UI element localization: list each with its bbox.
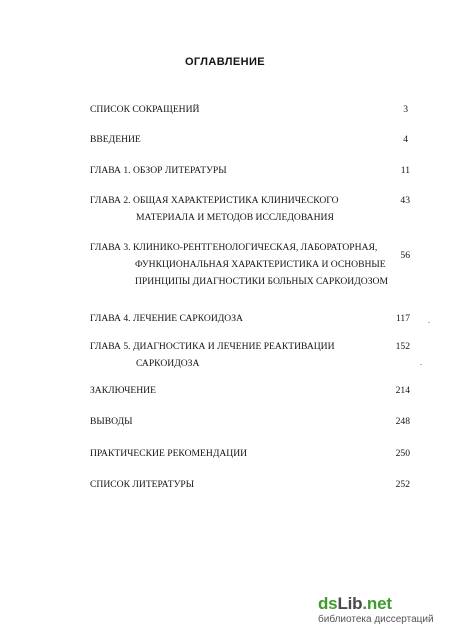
toc-entry-findings	[90, 413, 410, 430]
toc-entry-recommendations	[90, 445, 410, 462]
toc-entry-label: ГЛАВА 2. ОБЩАЯ ХАРАКТЕРИСТИКА КЛИНИЧЕСКОГО	[90, 195, 339, 206]
toc-entry-label: ЗАКЛЮЧЕНИЕ	[90, 385, 156, 396]
toc-entry-label: ВВЕДЕНИЕ	[90, 134, 141, 145]
scan-speck	[420, 364, 422, 365]
toc-entry-introduction	[90, 131, 410, 148]
toc-entry-label: ГЛАВА 3. КЛИНИКО-РЕНТГЕНОЛОГИЧЕСКАЯ, ЛАБОРАТОРНАЯ,	[90, 242, 378, 253]
toc-entry-abbreviations	[90, 101, 410, 118]
toc-entry-chapter-2	[90, 192, 410, 226]
page-title: ОГЛАВЛЕНИЕ	[184, 56, 266, 68]
toc-page-number: 152	[395, 341, 410, 352]
toc-entry-label: ГЛАВА 4. ЛЕЧЕНИЕ САРКОИДОЗА	[90, 313, 243, 324]
toc-entry-label-continued: САРКОИДОЗА	[136, 358, 200, 369]
toc-entry-chapter-5	[90, 338, 410, 372]
toc-entry-conclusion	[90, 382, 410, 399]
toc-entry-label-continued: ФУНКЦИОНАЛЬНАЯ ХАРАКТЕРИСТИКА И ОСНОВНЫЕ	[135, 259, 386, 270]
toc-page-number: 117	[395, 313, 410, 324]
toc-entry-chapter-3	[90, 239, 410, 290]
scan-speck	[428, 322, 430, 323]
toc-page-number: 214	[395, 385, 410, 396]
toc-page-number: 11	[400, 165, 410, 176]
toc-entry-label: ПРАКТИЧЕСКИЕ РЕКОМЕНДАЦИИ	[90, 448, 248, 459]
toc-page-number: 250	[395, 448, 410, 459]
toc-page-number: 43	[400, 195, 410, 206]
toc-entry-label-continued: ПРИНЦИПЫ ДИАГНОСТИКИ БОЛЬНЫХ САРКОИДОЗОМ	[135, 276, 388, 287]
toc-entry-label: ВЫВОДЫ	[90, 416, 133, 427]
toc-page-number: 4	[403, 134, 408, 145]
toc-entry-bibliography	[90, 476, 410, 493]
watermark-logo: dsLib.net	[318, 594, 392, 613]
toc-entry-label: ГЛАВА 5. ДИАГНОСТИКА И ЛЕЧЕНИЕ РЕАКТИВАЦИИ	[90, 341, 335, 352]
toc-page-number: 56	[400, 250, 410, 261]
toc-entry-label: ГЛАВА 1. ОБЗОР ЛИТЕРАТУРЫ	[90, 165, 227, 176]
toc-entry-label: СПИСОК ЛИТЕРАТУРЫ	[90, 479, 195, 490]
toc-entry-label: СПИСОК СОКРАЩЕНИЙ	[90, 104, 200, 115]
toc-entry-label-continued: МАТЕРИАЛА И МЕТОДОВ ИССЛЕДОВАНИЯ	[136, 212, 334, 223]
toc-page-number: 252	[395, 479, 410, 490]
toc-page-number: 248	[395, 416, 410, 427]
toc-entry-chapter-4	[90, 310, 410, 327]
toc-entry-chapter-1	[90, 162, 410, 179]
watermark-subtitle: библиотека диссертаций	[318, 614, 434, 625]
toc-page-number: 3	[403, 104, 408, 115]
watermark	[318, 595, 446, 626]
